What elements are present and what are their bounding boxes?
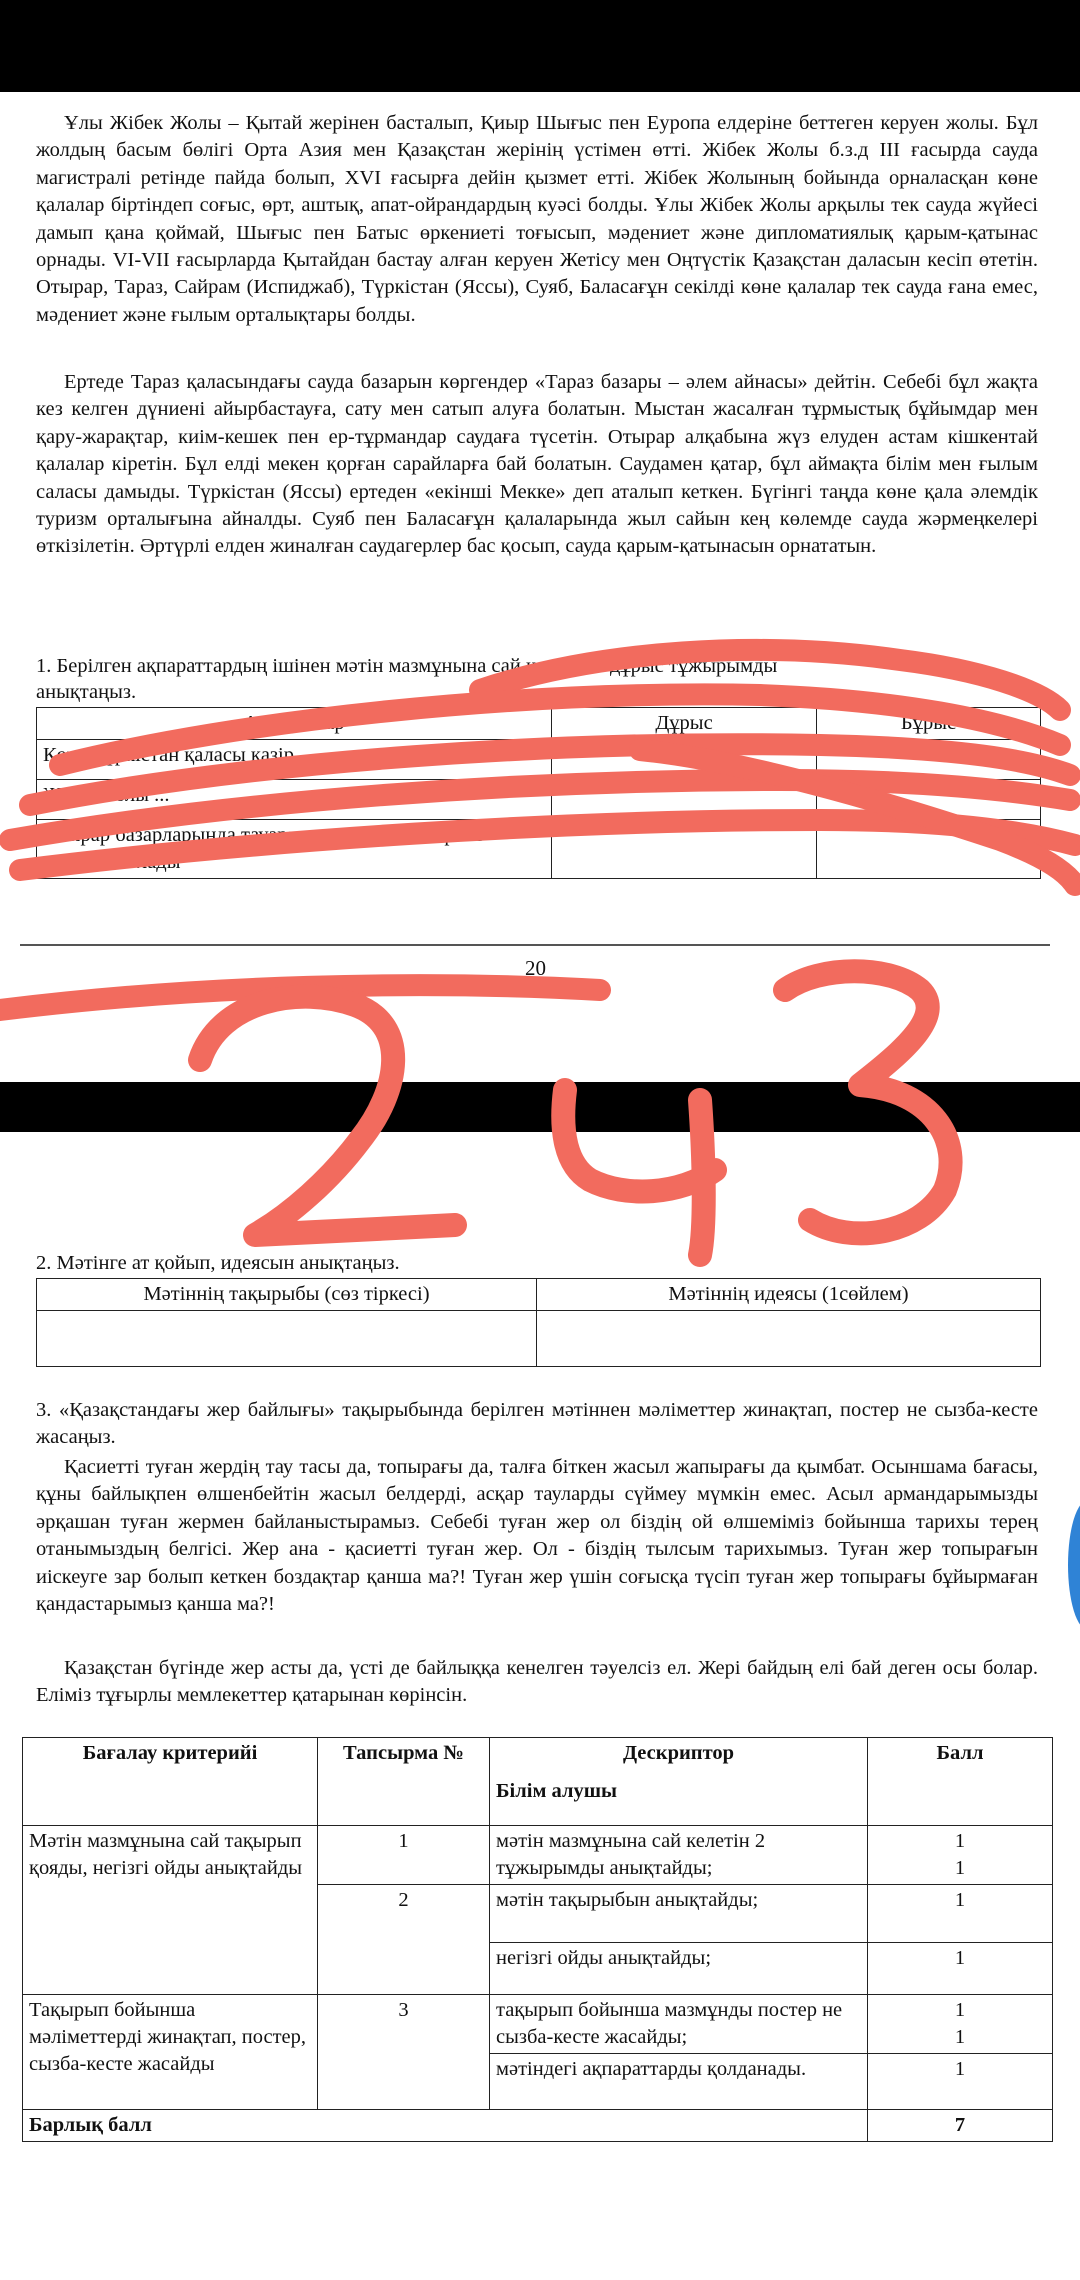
answer-cell[interactable] xyxy=(817,740,1041,780)
header-score: Балл xyxy=(868,1738,1053,1826)
score-4: 1 1 xyxy=(868,1995,1053,2054)
paragraph-kazakhstan-wealth: Қазақстан бүгінде жер асты да, үсті де байлыққа кенелген тәуелсіз ел. Жері байдың елі бай деген осы болар. Еліміз тұғырлы мемлекеттер қатарынан көрінсін. xyxy=(36,1657,1038,1707)
answer-cell[interactable] xyxy=(817,780,1041,820)
descriptor-4: тақырып бойынша мазмұнды постер не сызба-кесте жасайды; xyxy=(490,1995,868,2054)
top-dark-band xyxy=(0,0,1080,92)
header-task-number: Тапсырма № xyxy=(318,1738,490,1826)
col-header-info: Ақпараттар xyxy=(37,708,552,740)
answer-cell[interactable] xyxy=(552,780,817,820)
criteria-table xyxy=(22,1737,1053,2142)
task1-title: 1. Берілген ақпараттардың ішінен мәтін мазмұнына сай келетін 2 дұрыс тұжырымды xyxy=(36,655,778,677)
col-header-topic: Мәтіннің тақырыбы (сөз тіркесі) xyxy=(37,1279,537,1311)
table-row-info-2: Жібек жолы ... xyxy=(37,780,552,820)
header-learner: Білім алушы xyxy=(490,1776,868,1826)
task2-title: 2. Мәтінге ат қойып, идеясын анықтаңыз. xyxy=(36,1252,400,1274)
score-3: 1 xyxy=(868,1943,1053,1995)
descriptor-3: негізгі ойды анықтайды; xyxy=(490,1943,868,1995)
table-row-info-3: Отырар базарларында тауарларды сатуға, айырбас жасауға болады xyxy=(37,820,552,879)
col-header-true: Дұрыс xyxy=(552,708,817,740)
answer-cell[interactable] xyxy=(552,740,817,780)
task-number-3: 3 xyxy=(318,1995,490,2110)
header-criterion: Бағалау критерийі xyxy=(23,1738,318,1826)
header-descriptor: Дескриптор xyxy=(490,1738,868,1776)
answer-cell[interactable] xyxy=(537,1311,1041,1367)
descriptor-5: мәтіндегі ақпараттарды қолданады. xyxy=(490,2054,868,2110)
descriptor-1: мәтін мазмұнына сай келетін 2 тұжырымды анықтайды; xyxy=(490,1826,868,1885)
col-header-idea: Мәтіннің идеясы (1сөйлем) xyxy=(537,1279,1041,1311)
page-number: 20 xyxy=(525,956,546,980)
page-gap-band xyxy=(0,1082,1080,1132)
criterion-2: Тақырып бойынша мәліметтерді жинақтап, постер, сызба-кесте жасайды xyxy=(23,1995,318,2110)
score-5: 1 xyxy=(868,2054,1053,2110)
task1-title-cont: анықтаңыз. xyxy=(36,681,137,703)
task-number-2: 2 xyxy=(318,1885,490,1995)
paragraph-native-land: Қасиетті туған жердің тау тасы да, топырағы да, талға біткен жасыл жапырағы да қымбат. Осыншама бағасы, құны байлықпен өлшенбейтін жасыл белдерді, асқар тауларды сүймеу мүмкін емес. Асыл армандарымызды әрқашан туған жермен байланыстырамыз. Себебі туған жер ол біздің ой өлшеміміз бойынша тарихы терең отанымыздың белгісі. Жер ана - қасиетті туған жер. Ол - біздің тылсым тарихымыз. Туған жер топырағын иіскеуге зар болып кеткен боздақтар қанша ма?! Туған жер үшін соғысқа түсіп туған жер топырағы бұйырмаған қандастарымыз қанша ма?! xyxy=(36,1456,1038,1616)
paragraph-taraz-bazaar: Ертеде Тараз қаласындағы сауда базарын көргендер «Тараз базары – әлем айнасы» дейтін. Себебі бұл жақта кез келген дүниені айырбастауға, сату мен сатып алуға болатын. Мыстан жасалған тұрмыстық бұйымдар мен қару-жарақтар, киім-кешек пен ер-тұрмандар саудаға түсетін. Отырар алқабына жүз елуден астам кішкентай қалалар кіретін. Бұл елді мекен қорған сарайларға бай болатын. Саудамен қатар, бұл аймақта білім мен ғылым саласы дамыды. Түркістан (Яссы) ертеден «екінші Мекке» деп аталып кеткен. Бүгінгі таңда көне қала әлемдік туризм орталығына айналды. Суяб пен Баласағұн қалаларында жыл сайын кең көлемде сауда жәрмеңкелері өткізілетін. Әртүрлі елден жиналған саудагерлер бас қосып, сауда қарым-қатынасын орнататын. xyxy=(36,371,1038,558)
page-footer-rule xyxy=(20,944,1050,946)
answer-cell[interactable] xyxy=(552,820,817,879)
criterion-1: Мәтін мазмұнына сай тақырып қояды, негізгі ойды анықтайды xyxy=(23,1826,318,1995)
task2-table xyxy=(36,1278,1041,1367)
task1-table xyxy=(36,707,1041,879)
answer-cell[interactable] xyxy=(817,820,1041,879)
total-label: Барлық балл xyxy=(23,2110,868,2142)
task3-title: 3. «Қазақстандағы жер байлығы» тақырыбында берілген мәтіннен мәліметтер жинақтап, постер не сызба-кесте жасаңыз. xyxy=(36,1399,1038,1449)
paragraph-silk-road: Ұлы Жібек Жолы – Қытай жерінен басталып, Қиыр Шығыс пен Еуропа елдеріне беттеген керуен жолы. Бұл жолдың басым бөлігі Орта Азия мен Қазақстан жерінің үстімен өтті. Жібек Жолы б.з.д ІІІ ғасырда сауда магистралі ретінде пайда болып, XVI ғасырға дейін қызмет етті. Жібек Жолының бойында орналасқан көне қалалар біртіндеп соғыс, өрт, аштық, апат-ойрандардың куәсі болды. Ұлы Жібек Жолы арқылы тек сауда жүйесі дамып қана қоймай, Шығыс пен Батыс өркениеті тоғысып, мәдениет және дипломатиялық қарым-қатынас орнады. VI-VII ғасырларда Қытайдан бастау алған керуен Жетісу мен Оңтүстік Қазақстан даласын кесіп өтетін. Отырар, Тараз, Сайрам (Испиджаб), Түркістан (Яссы), Суяб, Баласағұн секілді көне қалалар тек сауда ғана емес, мәдениет және ғылым орталықтары болды. xyxy=(36,112,1038,326)
table-row-info-1: Көне Түркістан қаласы қазір ... xyxy=(37,740,552,780)
answer-cell[interactable] xyxy=(37,1311,537,1367)
total-score: 7 xyxy=(868,2110,1053,2142)
col-header-false: Бұрыс xyxy=(817,708,1041,740)
score-1: 1 1 xyxy=(868,1826,1053,1885)
score-2: 1 xyxy=(868,1885,1053,1943)
task-number-1: 1 xyxy=(318,1826,490,1885)
descriptor-2: мәтін тақырыбын анықтайды; xyxy=(490,1885,868,1943)
floating-action-button[interactable] xyxy=(1068,1500,1080,1630)
